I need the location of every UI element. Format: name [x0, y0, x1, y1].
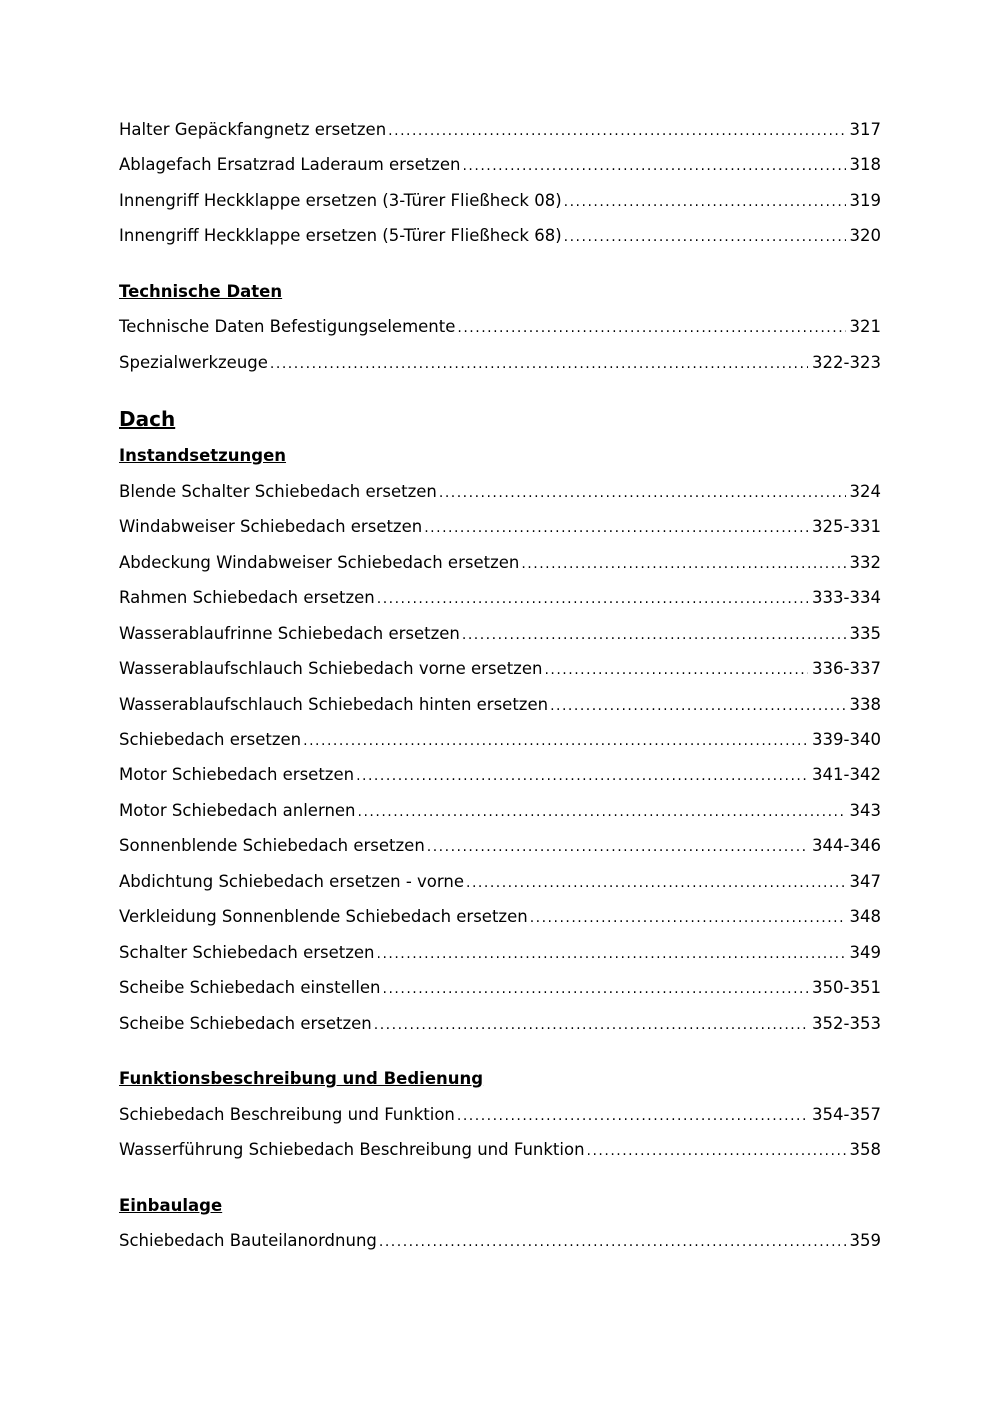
entry-page: 339-340: [812, 730, 881, 749]
entry-page: 358: [849, 1140, 881, 1159]
entry-title: Innengriff Heckklappe ersetzen (3-Türer Fließheck 08): [119, 191, 562, 210]
toc-entry[interactable]: [119, 1013, 881, 1035]
entry-title: Technische Daten Befestigungselemente: [119, 317, 456, 336]
toc-entry[interactable]: [119, 119, 881, 141]
entry-title: Wasserablaufschlauch Schiebedach hinten ersetzen: [119, 695, 549, 714]
section-heading-technische-daten: Technische Daten: [119, 282, 283, 301]
dot-leader: [356, 765, 808, 787]
entry-page: 347: [849, 872, 881, 891]
toc-entry[interactable]: [119, 316, 881, 338]
chapter-heading-dach: Dach: [119, 407, 176, 431]
toc-entry[interactable]: [119, 729, 881, 751]
toc-entry[interactable]: [119, 871, 881, 893]
entry-page: 343: [849, 801, 881, 820]
toc-entry[interactable]: [119, 190, 881, 212]
entry-page: 333-334: [812, 588, 881, 607]
dot-leader: [377, 588, 808, 610]
toc-entry[interactable]: [119, 516, 881, 538]
entry-page: 320: [849, 226, 881, 245]
toc-entry[interactable]: [119, 352, 881, 374]
dot-leader: [457, 1105, 808, 1127]
toc-entry[interactable]: [119, 552, 881, 574]
dot-leader: [379, 1231, 846, 1253]
entry-title: Schiebedach Bauteilanordnung: [119, 1231, 377, 1250]
toc-entry[interactable]: [119, 764, 881, 786]
entry-title: Sonnenblende Schiebedach ersetzen: [119, 836, 425, 855]
entry-title: Ablagefach Ersatzrad Laderaum ersetzen: [119, 155, 461, 174]
toc-entry[interactable]: [119, 587, 881, 609]
entry-page: 349: [849, 943, 881, 962]
entry-page: 335: [849, 624, 881, 643]
entry-page: 332: [849, 553, 881, 572]
toc-entry[interactable]: [119, 694, 881, 716]
entry-page: 348: [849, 907, 881, 926]
dot-leader: [388, 120, 845, 142]
entry-page: 359: [849, 1231, 881, 1250]
dot-leader: [303, 730, 808, 752]
entry-page: 325-331: [812, 517, 881, 536]
toc-entry[interactable]: [119, 800, 881, 822]
toc-entry[interactable]: [119, 225, 881, 247]
entry-page: 318: [849, 155, 881, 174]
entry-title: Spezialwerkzeuge: [119, 353, 268, 372]
toc-entry[interactable]: [119, 1104, 881, 1126]
toc-entry[interactable]: [119, 835, 881, 857]
entry-title: Blende Schalter Schiebedach ersetzen: [119, 482, 437, 501]
entry-title: Scheibe Schiebedach einstellen: [119, 978, 381, 997]
toc-entry[interactable]: [119, 906, 881, 928]
entry-title: Schalter Schiebedach ersetzen: [119, 943, 375, 962]
section-heading-funktionsbeschreibung: Funktionsbeschreibung und Bedienung: [119, 1069, 484, 1088]
toc-entry[interactable]: [119, 1139, 881, 1161]
dot-leader: [550, 695, 845, 717]
dot-leader: [587, 1140, 846, 1162]
toc-entry[interactable]: [119, 658, 881, 680]
entry-page: 336-337: [812, 659, 881, 678]
dot-leader: [377, 943, 846, 965]
entry-title: Motor Schiebedach anlernen: [119, 801, 356, 820]
dot-leader: [564, 191, 846, 213]
entry-page: 321: [849, 317, 881, 336]
entry-title: Rahmen Schiebedach ersetzen: [119, 588, 375, 607]
entry-title: Innengriff Heckklappe ersetzen (5-Türer Fließheck 68): [119, 226, 562, 245]
entry-page: 319: [849, 191, 881, 210]
dot-leader: [462, 624, 846, 646]
entry-page: 324: [849, 482, 881, 501]
dot-leader: [427, 836, 808, 858]
toc-entry[interactable]: [119, 977, 881, 999]
dot-leader: [466, 872, 845, 894]
dot-leader: [462, 155, 845, 177]
dot-leader: [564, 226, 846, 248]
entry-page: 354-357: [812, 1105, 881, 1124]
entry-page: 322-323: [812, 353, 881, 372]
toc-entry[interactable]: [119, 1230, 881, 1252]
section-heading-einbaulage: Einbaulage: [119, 1196, 223, 1215]
dot-leader: [530, 907, 846, 929]
toc-entry[interactable]: [119, 623, 881, 645]
dot-leader: [544, 659, 808, 681]
entry-page: 338: [849, 695, 881, 714]
entry-title: Wasserführung Schiebedach Beschreibung und Funktion: [119, 1140, 585, 1159]
entry-title: Wasserablaufrinne Schiebedach ersetzen: [119, 624, 460, 643]
entry-title: Schiebedach ersetzen: [119, 730, 302, 749]
entry-title: Wasserablaufschlauch Schiebedach vorne ersetzen: [119, 659, 543, 678]
dot-leader: [270, 353, 808, 375]
toc-entry[interactable]: [119, 942, 881, 964]
entry-title: Scheibe Schiebedach ersetzen: [119, 1014, 372, 1033]
section-heading-instandsetzungen: Instandsetzungen: [119, 446, 287, 465]
entry-title: Abdeckung Windabweiser Schiebedach ersetzen: [119, 553, 520, 572]
dot-leader: [521, 553, 845, 575]
entry-page: 350-351: [812, 978, 881, 997]
toc-entry[interactable]: [119, 154, 881, 176]
entry-page: 344-346: [812, 836, 881, 855]
entry-page: 317: [849, 120, 881, 139]
dot-leader: [439, 482, 846, 504]
entry-title: Verkleidung Sonnenblende Schiebedach ersetzen: [119, 907, 528, 926]
toc-entry[interactable]: [119, 481, 881, 503]
dot-leader: [457, 317, 845, 339]
entry-page: 352-353: [812, 1014, 881, 1033]
dot-leader: [424, 517, 808, 539]
dot-leader: [383, 978, 809, 1000]
entry-page: 341-342: [812, 765, 881, 784]
entry-title: Halter Gepäckfangnetz ersetzen: [119, 120, 387, 139]
dot-leader: [358, 801, 846, 823]
entry-title: Abdichtung Schiebedach ersetzen - vorne: [119, 872, 465, 891]
entry-title: Schiebedach Beschreibung und Funktion: [119, 1105, 455, 1124]
entry-title: Windabweiser Schiebedach ersetzen: [119, 517, 423, 536]
dot-leader: [374, 1014, 808, 1036]
entry-title: Motor Schiebedach ersetzen: [119, 765, 355, 784]
